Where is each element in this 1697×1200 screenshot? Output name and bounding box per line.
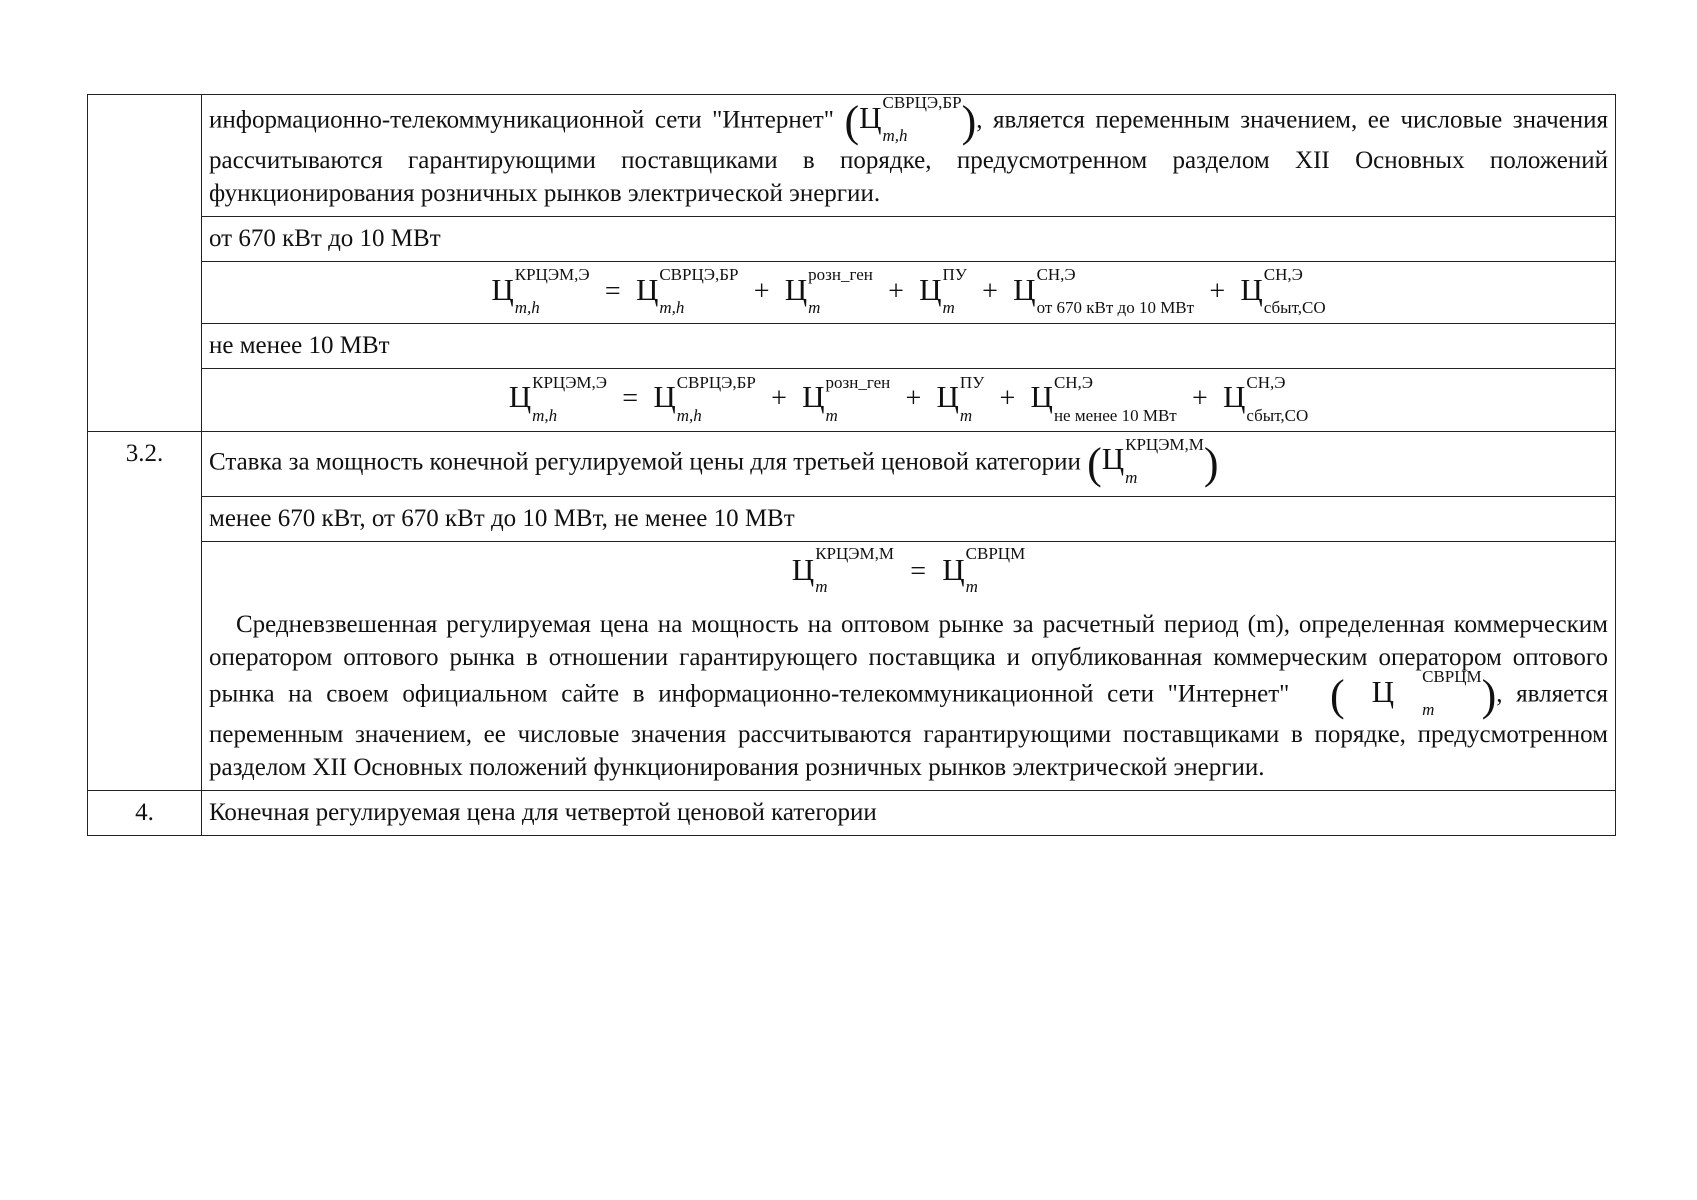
- formula-krcem-m: Ц КРЦЭМ,М m = Ц СВРЦМ m: [791, 543, 1026, 596]
- power-range-label: от 670 кВт до 10 МВт: [202, 217, 1616, 262]
- tariff-table: [87, 94, 1616, 836]
- formula-svrce-br-inline: (Ц СВРЦЭ,БР m,h ): [844, 93, 977, 146]
- power-range-label: менее 670 кВт, от 670 кВт до 10 МВт, не менее 10 МВт: [202, 496, 1616, 541]
- formula-670-10: Ц КРЦЭМ,Э m,h = Ц СВРЦЭ,БР m,h + Ц розн_ген m + Ц ПУ m + Ц СН,Э от 670 кВт до 10 МВт + Ц СН,Э сбыт,СО: [202, 262, 1616, 324]
- continuation-text: информационно-телекоммуникационной сети "Интернет": [209, 106, 834, 134]
- table-row: [88, 431, 1616, 496]
- table-row: [88, 541, 1616, 790]
- section-heading-text: Ставка за мощность конечной регулируемой цены для третьей ценовой категории: [209, 448, 1081, 476]
- row-number-cell: [88, 95, 202, 432]
- section-heading-cell: [202, 431, 1616, 496]
- power-range-label: не менее 10 МВт: [202, 324, 1616, 369]
- table-row: [88, 496, 1616, 541]
- continuation-text-after: , является переменным значением, ее числовые значения рассчитываются гарантирующими поставщиками в порядке, предусмотренном разделом XII Основных положений функционирования розничных рынков электрической энергии.: [209, 106, 1608, 207]
- table-row: [88, 369, 1616, 431]
- formula-ne-menee-10: Ц КРЦЭМ,Э m,h = Ц СВРЦЭ,БР m,h + Ц розн_ген m + Ц ПУ m + Ц СН,Э не менее 10 МВт + Ц СН,Э сбыт,СО: [202, 369, 1616, 431]
- formula-krcem-m-inline: (Ц КРЦЭМ,М m ): [1087, 434, 1219, 488]
- formula-svrcm-inline: ( Ц СВРЦМ m ): [1330, 666, 1497, 720]
- row-number-cell: 3.2.: [88, 431, 202, 790]
- table-row: [88, 95, 1616, 217]
- table-row: [88, 217, 1616, 262]
- table-row: [88, 790, 1616, 835]
- section-heading-text: Конечная регулируемая цена для четвертой ценовой категории: [202, 790, 1616, 835]
- formula-and-description-cell: [202, 541, 1616, 790]
- table-row: [88, 262, 1616, 324]
- continuation-text-cell: [202, 95, 1616, 217]
- description-paragraph: Средневзвешенная регулируемая цена на мощность на оптовом рынке за расчетный период (m), определенная коммерческим оператором оптового рынка в отношении гарантирующего поставщика и опубликованная коммерческим оператором оптового рынка на своем официальном сайте в информационно-телекоммуникационной сети "Интернет" ( Ц СВРЦМ m ), является переменным значением, ее числовые значения рассчитываются гарантирующими поставщиками в порядке, предусмотренном разделом XII Основных положений функционирования розничных рынков электрической энергии.: [209, 610, 1609, 781]
- table-row: [88, 324, 1616, 369]
- row-number-cell: 4.: [88, 790, 202, 835]
